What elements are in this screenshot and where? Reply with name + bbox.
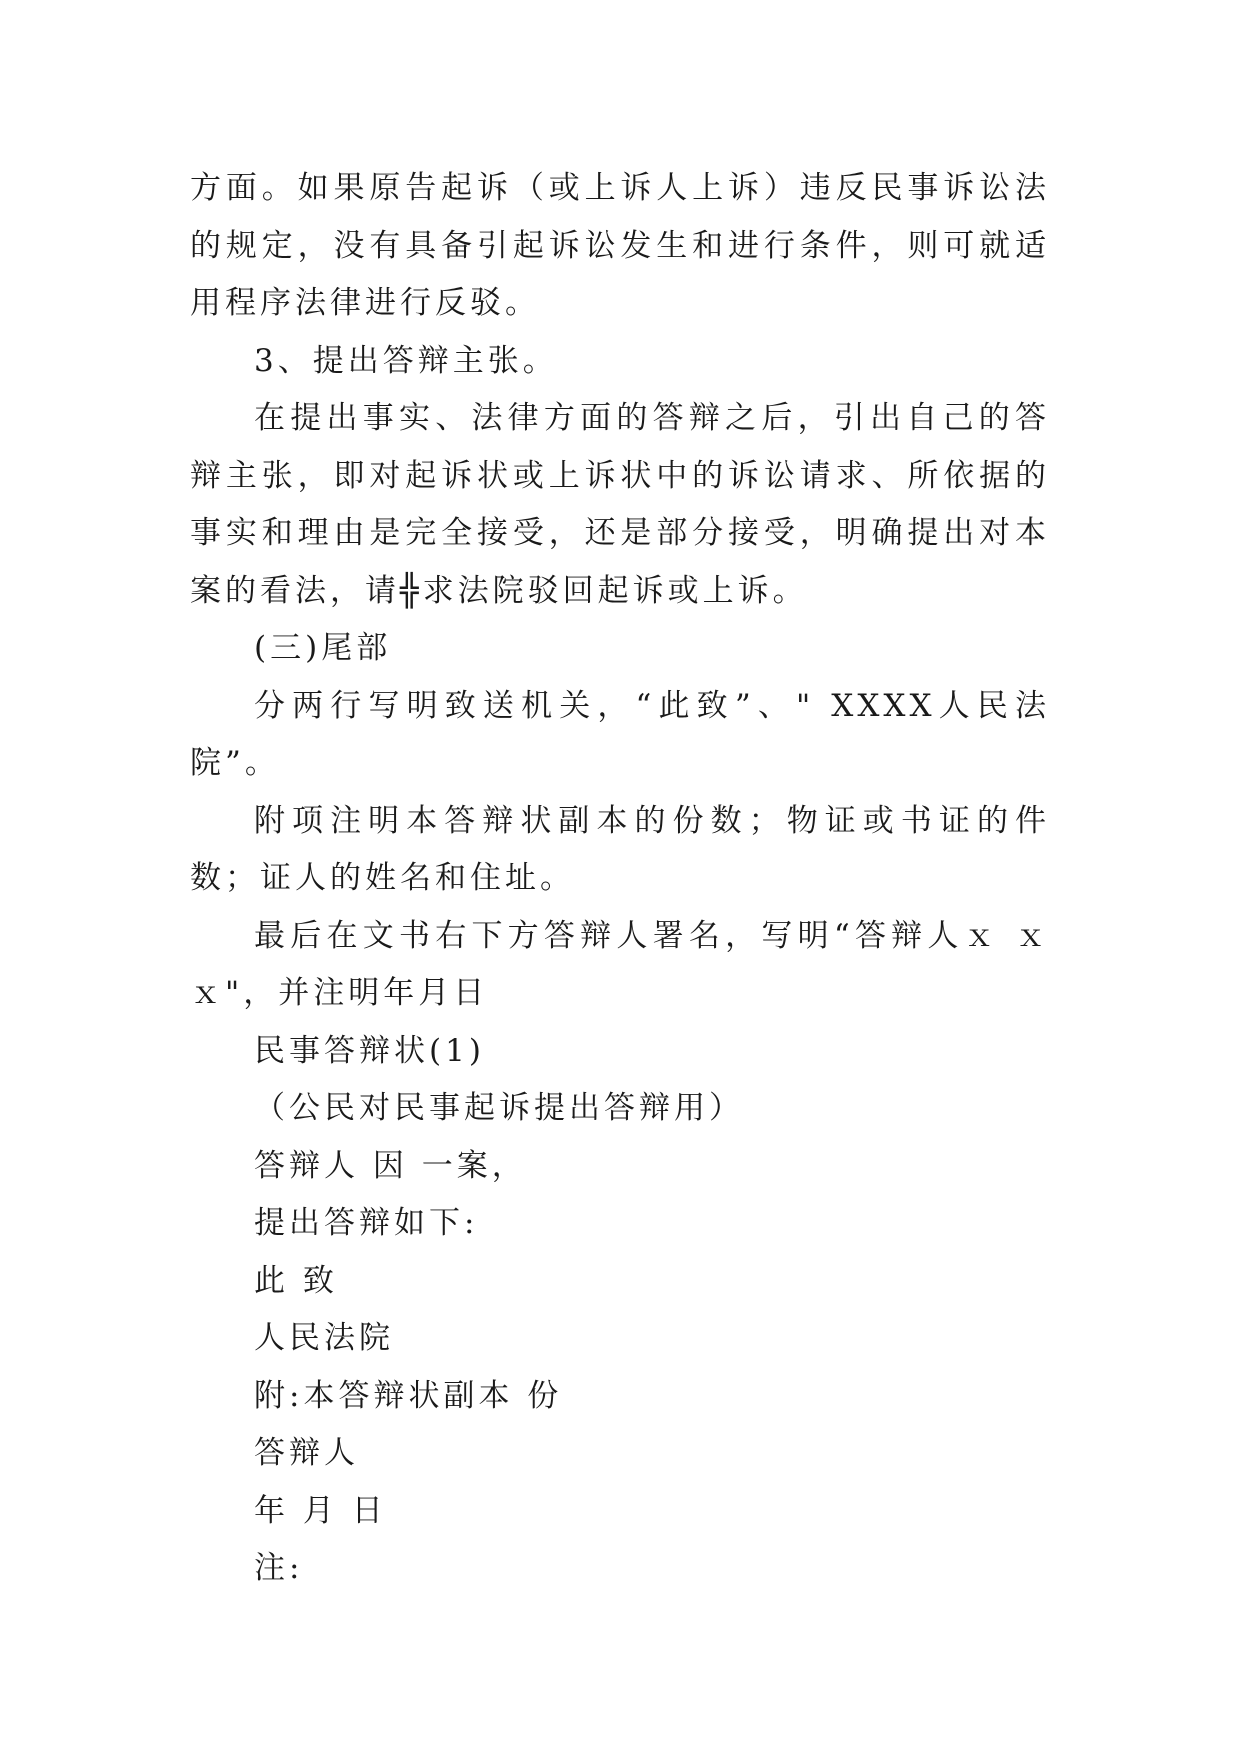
template-line-respondent: 答辩人 因 一案， <box>254 1147 527 1184</box>
template-line-attachment: 附:本答辩状副本 份 <box>254 1377 563 1414</box>
template-line-defense: 提出答辩如下: <box>254 1205 479 1241</box>
template-line-court: 人民法院 <box>254 1320 394 1356</box>
paragraph-signature: 最后在文书右下方答辩人署名，写明“答辩人ｘ ｘ ｘ"，并注明年月日 <box>190 917 1050 1011</box>
template-line-note: 注: <box>254 1550 304 1586</box>
template-line-salutation: 此 致 <box>254 1262 338 1299</box>
paragraph-recipient: 分两行写明致送机关，“此致”、" XXXX人民法院”。 <box>190 687 1050 781</box>
template-title: 民事答辩状(1) <box>254 1032 485 1069</box>
template-line-date: 年 月 日 <box>254 1492 387 1529</box>
heading-defense-claim: 3、提出答辩主张。 <box>254 342 558 379</box>
template-subtitle: （公民对民事起诉提出答辩用） <box>254 1090 744 1126</box>
template-line-signer: 答辩人 <box>254 1435 359 1471</box>
paragraph-procedural-rebuttal: 方面。如果原告起诉（或上诉人上诉）违反民事诉讼法的规定，没有具备引起诉讼发生和进行条件，则可就适用程序法律进行反驳。 <box>190 170 1050 321</box>
paragraph-attachments: 附项注明本答辩状副本的份数；物证或书证的件数；证人的姓名和住址。 <box>190 802 1050 896</box>
heading-ending: (三)尾部 <box>254 630 392 666</box>
document-body <box>190 160 1050 1598</box>
paragraph-defense-claim: 在提出事实、法律方面的答辩之后，引出自己的答辩主张，即对起诉状或上诉状中的诉讼请求、所依据的事实和理由是完全接受，还是部分接受，明确提出对本案的看法，请╬求法院驳回起诉或上诉。 <box>190 400 1050 609</box>
